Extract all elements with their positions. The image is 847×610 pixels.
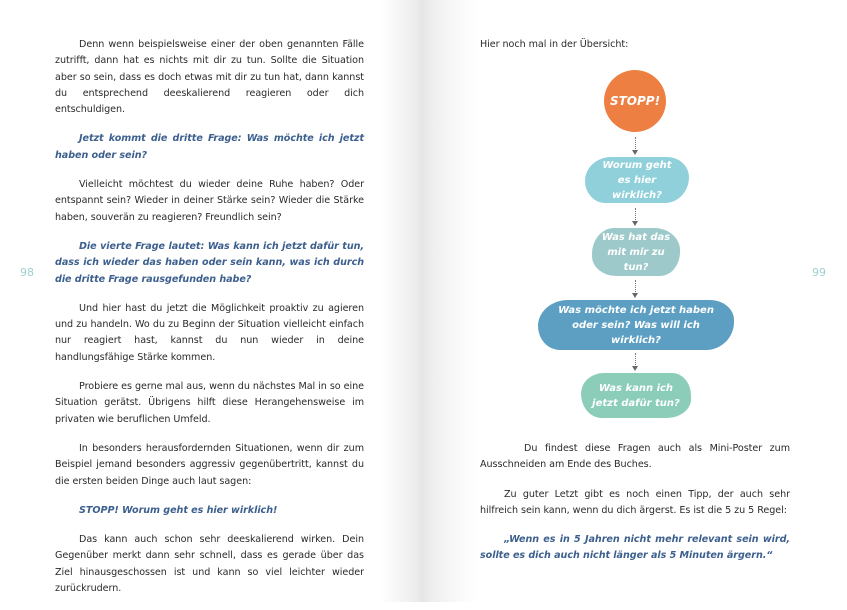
paragraph: Probiere es gerne mal aus, wenn du nächstes Mal in so eine Situation gerätst. Übrigens hilft diese Herangehensweise im privaten wie beruflichen Umfeld. [55, 381, 364, 425]
emphasis-paragraph: Die vierte Frage lautet: Was kann ich jetzt dafür tun, dass ich wieder das haben oder sein kann, was ich durch die dritte Frage rausgefunden habe? [55, 240, 364, 285]
flow-node-label: Was möchte ich jetzt haben oder sein? Was will ich wirklich? [558, 304, 714, 346]
quote-paragraph: „Wenn es in 5 Jahren nicht mehr relevant sein wird, sollte es dich auch nicht länger als 5 Minuten ärgern.“ [480, 534, 790, 562]
flow-node-label: Worum geht es hier wirklich? [602, 159, 672, 201]
flow-node-stopp [604, 70, 666, 132]
flow-node-label: Was kann ich jetzt dafür tun? [592, 382, 680, 409]
flow-node-was-hat-das [592, 228, 680, 276]
arrow-down-icon [635, 137, 637, 151]
flow-node-label: STOPP! [609, 93, 661, 108]
paragraph: Zu guter Letzt gibt es noch einen Tipp, der auch sehr hilfreich sein kann, wenn du dich ärgerst. Es ist die 5 zu 5 Regel: [480, 488, 790, 516]
paragraph: Und hier hast du jetzt die Möglichkeit proaktiv zu agieren und zu handeln. Wo du zu Beginn der Situation vielleicht einfach nur reagiert hast, kannst du nun wieder in deine handlungsfähige Stärke kommen. [55, 302, 364, 363]
page-number-left: 98 [20, 266, 34, 279]
arrow-down-icon [635, 208, 637, 222]
paragraph: In besonders herausfordernden Situationen, wenn dir zum Beispiel jemand besonders aggressiv gegenübertritt, kannst du die ersten beiden Dinge auch laut sagen: [55, 442, 364, 487]
intro-text: Hier noch mal in der Übersicht: [480, 39, 629, 50]
paragraph: Das kann auch schon sehr deeskalierend wirken. Dein Gegenüber merkt dann sehr schnell, dass es gerade über das Ziel hinausgeschossen ist und kann so viel leichter wieder zurückrudern. [55, 534, 364, 595]
paragraph: Vielleicht möchtest du wieder deine Ruhe haben? Oder entspannt sein? Wieder in deiner Stärke sein? Wieder die Stärke haben, souverän zu reagieren? Freundlich sein? [55, 179, 364, 223]
paragraph: Denn wenn beispielsweise einer der oben genannten Fälle zutrifft, dann hat es nichts mit dir zu tun. Sollte die Situation aber so sein, dass es doch etwas mit dir zu tun hat, dann kannst du entsprechend deeskalierend reagieren oder dich entschuldigen. [55, 39, 364, 116]
flow-node-label: Was hat das mit mir zu tun? [601, 231, 671, 273]
left-page [0, 0, 424, 602]
emphasis-paragraph: STOPP! Worum geht es hier wirklich! [79, 504, 278, 516]
emphasis-paragraph: Jetzt kommt die dritte Frage: Was möchte ich jetzt haben oder sein? [55, 133, 364, 161]
paragraph: Du findest diese Fragen auch als Mini-Poster zum Ausschneiden am Ende des Buches. [480, 443, 790, 471]
right-page-body [480, 441, 790, 578]
flow-node-was-kann-ich [581, 373, 691, 418]
arrow-down-icon [635, 280, 637, 294]
flow-node-was-moechte-ich [538, 300, 734, 350]
arrow-down-icon [635, 353, 637, 367]
page-number-right: 99 [812, 266, 826, 279]
left-page-body [55, 37, 364, 610]
flow-node-worum [585, 157, 689, 203]
right-page [424, 0, 847, 602]
book-gutter-shadow [380, 0, 480, 602]
